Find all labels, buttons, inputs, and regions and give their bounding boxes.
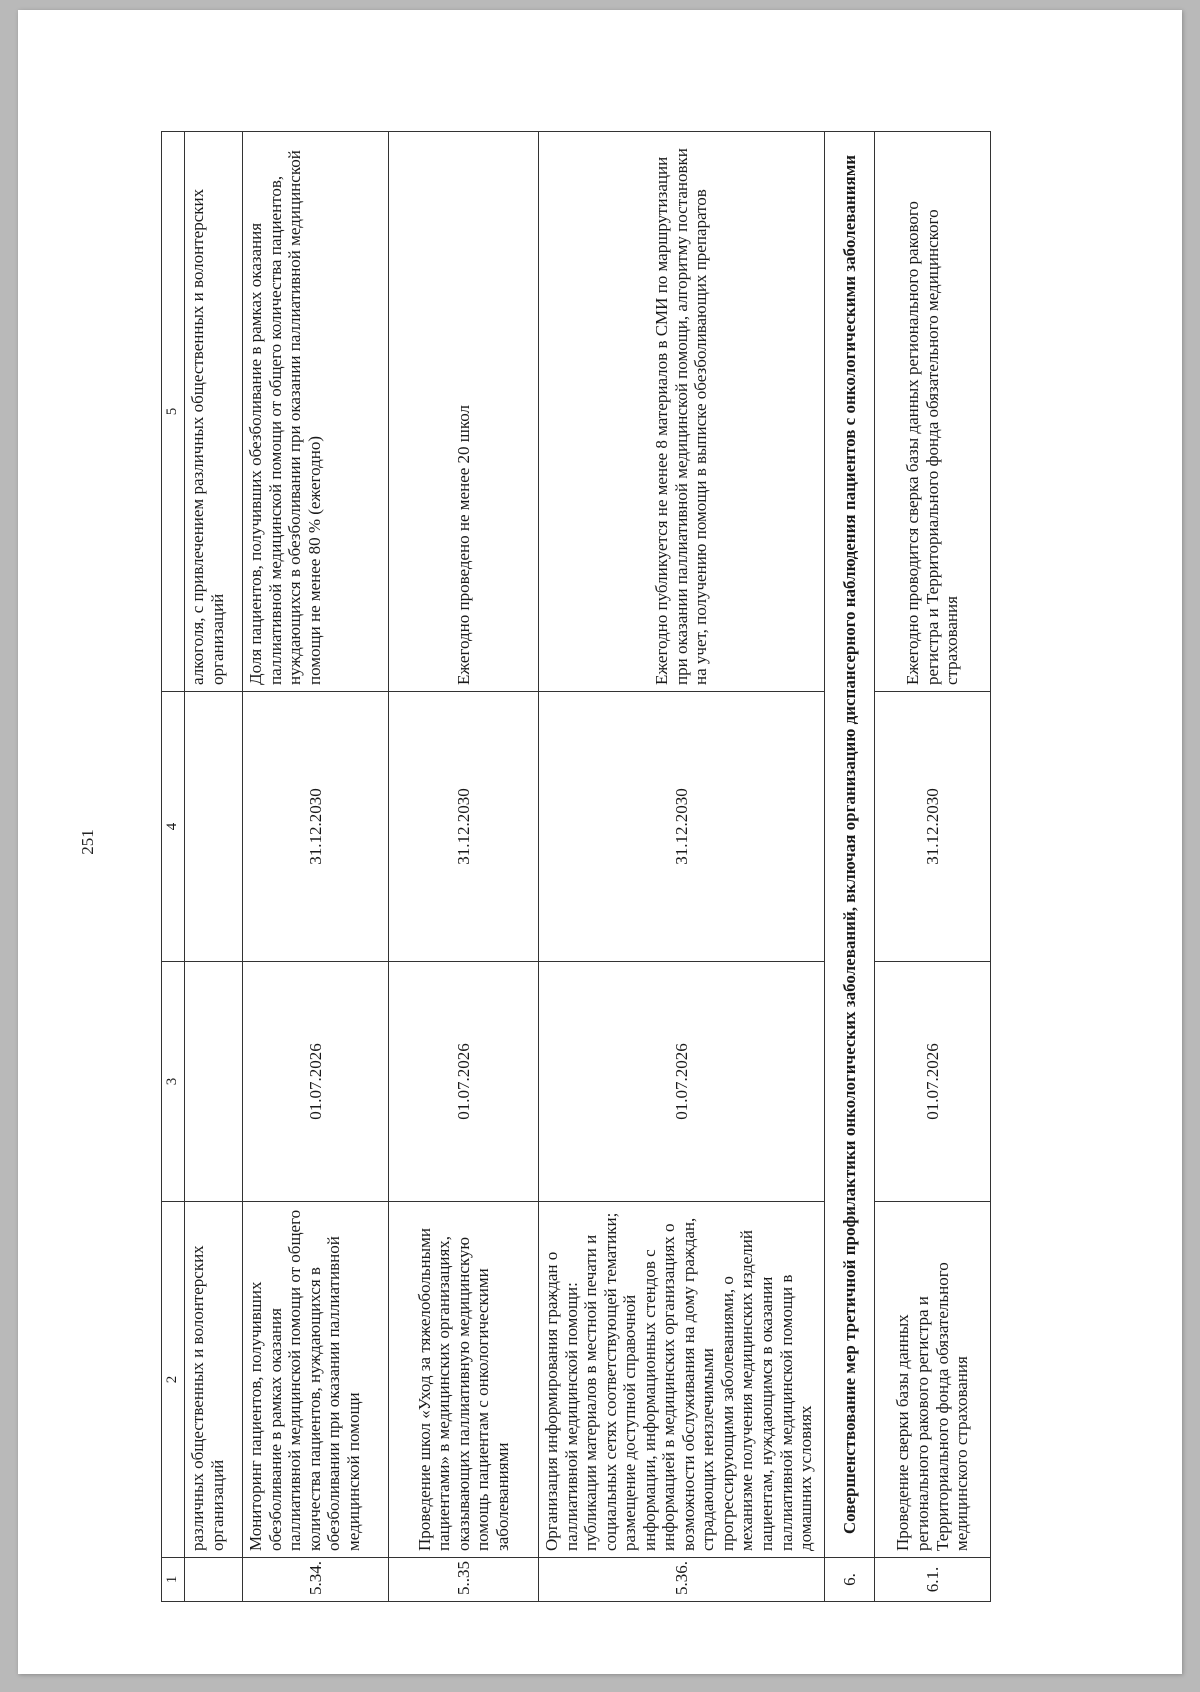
row-activity: Мониторинг пациентов, получивших обезболивание в рамках оказания паллиативной медицинской помощи от общего количества пациентов, нуждающихся в обезболивании при оказании паллиативной медицинской помощи (243, 1202, 389, 1558)
row-activity: различных общественных и волонтерских организаций (185, 1202, 243, 1558)
header-cell: 3 (162, 962, 185, 1202)
row-end-date: 31.12.2030 (875, 692, 991, 962)
row-number (185, 1558, 243, 1602)
row-number: 6.1. (875, 1558, 991, 1602)
row-end-date: 31.12.2030 (389, 692, 539, 962)
row-start-date: 01.07.2026 (243, 962, 389, 1202)
row-result: Ежегодно проводится сверка базы данных регионального ракового регистра и Территориального фонда обязательного медицинского страхования (875, 132, 991, 692)
row-activity: Организация информирования граждан о паллиативной медицинской помощи: публикации материалов в местной печати и социальных сетях соответствующей тематики; размещение доступной справочной информации, информационных стендов с информацией в медицинских организациях о возможности обслуживания на дому граждан, страдающих неизлечимыми прогрессирующими заболеваниями, о механизме получения медицинских изделий пациентам, нуждающимся в оказании паллиативной медицинской помощи в домашних условиях (539, 1202, 825, 1558)
row-end-date: 31.12.2030 (539, 692, 825, 962)
table-row (539, 132, 825, 1602)
row-start-date: 01.07.2026 (875, 962, 991, 1202)
plan-table (161, 131, 991, 1602)
document-page (18, 10, 1182, 1674)
section-number: 6. (825, 1558, 875, 1602)
table-row (389, 132, 539, 1602)
table-container (161, 132, 1091, 1602)
row-result: Доля пациентов, получивших обезболивание в рамках оказания паллиативной медицинской помощи от общего количества пациентов, нуждающихся в обезболивании при оказании паллиативной медицинской помощи не менее 80 % (ежегодно) (243, 132, 389, 692)
table-row (243, 132, 389, 1602)
header-cell: 2 (162, 1202, 185, 1558)
section-title: Совершенствование мер третичной профилактики онкологических заболеваний, включая организацию диспансерного наблюдения пациентов с онкологическими заболеваниями (825, 132, 875, 1558)
table-row (875, 132, 991, 1602)
row-number: 5..35 (389, 1558, 539, 1602)
row-start-date (185, 962, 243, 1202)
header-cell: 5 (162, 132, 185, 692)
row-end-date: 31.12.2030 (243, 692, 389, 962)
row-start-date: 01.07.2026 (389, 962, 539, 1202)
row-result: Ежегодно публикуется не менее 8 материалов в СМИ по маршрутизации при оказании паллиативной медицинской помощи, алгоритму постановки на учет, получению помощи в выписке обезболивающих препаратов (539, 132, 825, 692)
row-end-date (185, 692, 243, 962)
row-activity: Проведение сверки базы данных регионального ракового регистра и Территориального фонда обязательного медицинского страхования (875, 1202, 991, 1558)
row-number: 5.36. (539, 1558, 825, 1602)
row-result: алкоголя, с привлечением различных общественных и волонтерских организаций (185, 132, 243, 692)
row-number: 5.34. (243, 1558, 389, 1602)
rotated-table-layer (161, 132, 1091, 1602)
row-result: Ежегодно проведено не менее 20 школ (389, 132, 539, 692)
header-row (162, 132, 185, 1602)
row-activity: Проведение школ «Уход за тяжелобольными пациентами» в медицинских организациях, оказывающих паллиативную медицинскую помощь пациентам с онкологическими заболеваниями (389, 1202, 539, 1558)
header-cell: 4 (162, 692, 185, 962)
table-row (185, 132, 243, 1602)
row-start-date: 01.07.2026 (539, 962, 825, 1202)
section-row (825, 132, 875, 1602)
header-cell: 1 (162, 1558, 185, 1602)
page-number: 251 (78, 829, 97, 855)
